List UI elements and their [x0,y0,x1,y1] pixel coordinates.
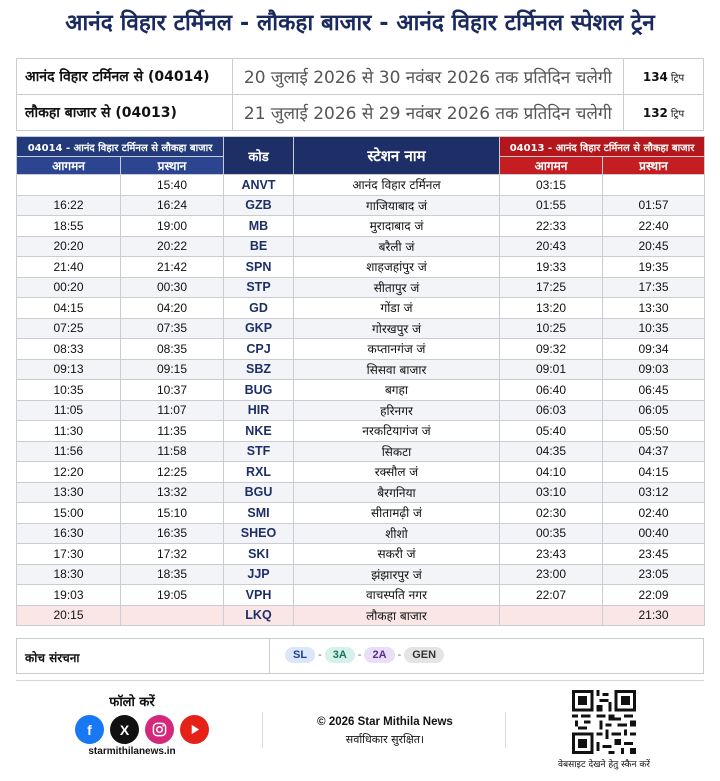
code-header: कोड [224,137,294,175]
left-departure-cell: 19:05 [121,585,224,606]
left-arrival-cell: 20:20 [17,236,121,257]
trip-count: 134 [642,69,668,84]
station-code-cell: BE [224,236,294,257]
right-departure-cell: 17:35 [603,277,705,298]
station-code-cell: HIR [224,400,294,421]
table-row [17,339,705,360]
separator-dash: - [357,649,362,661]
right-arrival-cell: 06:40 [500,380,603,401]
right-departure-cell: 10:35 [603,318,705,339]
station-code-cell: SKI [224,544,294,565]
station-name-cell: आनंद विहार टर्मिनल [294,175,500,196]
right-departure-cell: 05:50 [603,421,705,442]
station-code-cell: LKQ [224,605,294,626]
coach-chip-2a: 2A [364,647,394,663]
right-departure-cell: 02:40 [603,503,705,524]
left-departure-cell: 12:25 [121,462,224,483]
youtube-icon[interactable] [180,715,209,744]
table-row [17,359,705,380]
trip-unit: ट्रिप [670,108,685,120]
schedule-trips [624,95,704,131]
separator-dash: - [318,649,322,661]
station-name-cell: सिसवा बाजार [294,359,500,380]
left-arrival-cell: 09:13 [17,359,121,380]
rights-reserved: सर्वाधिकार सुरक्षित। [345,733,425,746]
station-name-cell: कप्तानगंज जं [294,339,500,360]
divider [262,712,263,748]
schedule-summary [16,58,704,131]
facebook-icon[interactable]: f [75,715,104,744]
right-departure-cell: 13:30 [603,298,705,319]
station-name-cell: बरैली जं [294,236,500,257]
left-departure-cell: 16:24 [121,195,224,216]
left-arrival-cell: 10:35 [17,380,121,401]
table-row [17,380,705,401]
station-code-cell: VPH [224,585,294,606]
left-arrival-header: आगमन [17,157,121,175]
station-code-cell: BGU [224,482,294,503]
station-name-cell: सकरी जं [294,544,500,565]
station-name-cell: सीतापुर जं [294,277,500,298]
right-arrival-cell: 13:20 [500,298,603,319]
station-name-cell: सिकटा [294,441,500,462]
right-arrival-cell: 05:40 [500,421,603,442]
right-departure-cell: 03:12 [603,482,705,503]
station-name-cell: नरकटियागंज जं [294,421,500,442]
station-name-cell: शाहजहांपुर जं [294,257,500,278]
station-name-cell: गोंडा जं [294,298,500,319]
left-arrival-cell: 16:30 [17,523,121,544]
left-departure-cell: 17:32 [121,544,224,565]
right-arrival-cell: 19:33 [500,257,603,278]
left-arrival-cell: 19:03 [17,585,121,606]
table-row [17,482,705,503]
right-departure-cell: 23:05 [603,564,705,585]
right-arrival-header: आगमन [500,157,603,175]
station-name-cell: वाचस्पति नगर [294,585,500,606]
left-arrival-cell: 00:20 [17,277,121,298]
station-code-cell: SPN [224,257,294,278]
coach-composition [16,638,704,674]
left-arrival-cell: 18:55 [17,216,121,237]
table-row [17,503,705,524]
divider [269,639,270,673]
table-row [17,195,705,216]
left-arrival-cell: 07:25 [17,318,121,339]
left-arrival-cell: 08:33 [17,339,121,360]
table-row [17,318,705,339]
coach-chip-3a: 3A [325,647,355,663]
table-row [17,277,705,298]
station-name-cell: गोरखपुर जं [294,318,500,339]
table-row [17,462,705,483]
table-row [17,544,705,565]
right-arrival-cell: 01:55 [500,195,603,216]
right-arrival-cell: 03:10 [500,482,603,503]
schedule-trips [624,59,704,95]
left-arrival-cell: 11:05 [17,400,121,421]
right-departure-cell: 04:37 [603,441,705,462]
left-departure-header: प्रस्थान [121,157,224,175]
right-departure-cell: 19:35 [603,257,705,278]
table-row [17,236,705,257]
station-code-cell: BUG [224,380,294,401]
station-code-cell: SMI [224,503,294,524]
table-row [17,175,705,196]
right-arrival-cell: 00:35 [500,523,603,544]
station-code-cell: STP [224,277,294,298]
station-code-cell: JJP [224,564,294,585]
schedule-from: आनंद विहार टर्मिनल से (04014) [17,59,233,95]
left-arrival-cell: 04:15 [17,298,121,319]
station-code-cell: MB [224,216,294,237]
station-code-cell: SBZ [224,359,294,380]
left-departure-cell: 20:22 [121,236,224,257]
station-code-cell: SHEO [224,523,294,544]
schedule-from: लौकहा बाजार से (04013) [17,95,233,131]
right-arrival-cell: 02:30 [500,503,603,524]
table-row [17,564,705,585]
station-name-cell: झंझारपुर जं [294,564,500,585]
schedule-days: 20 जुलाई 2026 से 30 नवंबर 2026 तक प्रतिदिन चलेगी [232,59,623,95]
station-code-cell: NKE [224,421,294,442]
right-arrival-cell: 23:43 [500,544,603,565]
left-departure-cell: 10:37 [121,380,224,401]
right-departure-cell: 06:45 [603,380,705,401]
table-row [17,298,705,319]
copyright: © 2026 Star Mithila News [317,716,453,728]
left-departure-cell: 16:35 [121,523,224,544]
schedule-days: 21 जुलाई 2026 से 29 नवंबर 2026 तक प्रतिदिन चलेगी [232,95,623,131]
right-departure-cell: 09:03 [603,359,705,380]
station-code-cell: RXL [224,462,294,483]
left-train-header: 04014 - आनंद विहार टर्मिनल से लौकहा बाजार [17,137,224,157]
instagram-icon[interactable] [145,715,174,744]
separator-dash: - [397,649,402,661]
left-departure-cell: 15:10 [121,503,224,524]
left-departure-cell: 15:40 [121,175,224,196]
right-arrival-cell: 22:33 [500,216,603,237]
table-row [17,523,705,544]
right-departure-cell: 04:15 [603,462,705,483]
station-name-cell: सीतामढ़ी जं [294,503,500,524]
station-header: स्टेशन नाम [294,137,500,175]
right-departure-cell [603,175,705,196]
right-arrival-cell: 23:00 [500,564,603,585]
right-arrival-cell: 10:25 [500,318,603,339]
right-arrival-cell: 03:15 [500,175,603,196]
station-code-cell: CPJ [224,339,294,360]
left-arrival-cell: 16:22 [17,195,121,216]
x-icon[interactable]: X [110,715,139,744]
left-departure-cell: 09:15 [121,359,224,380]
qr-code[interactable] [572,690,636,754]
right-departure-cell: 22:09 [603,585,705,606]
right-departure-cell: 01:57 [603,195,705,216]
schedule-row [17,95,704,131]
left-departure-cell: 11:07 [121,400,224,421]
left-arrival-cell: 12:20 [17,462,121,483]
left-departure-cell: 00:30 [121,277,224,298]
table-row [17,605,705,626]
coach-chip-sl: SL [285,647,315,663]
left-arrival-cell: 11:56 [17,441,121,462]
coach-classes [285,647,444,663]
right-departure-cell: 20:45 [603,236,705,257]
left-arrival-cell [17,175,121,196]
social-links [75,715,209,744]
table-row [17,216,705,237]
right-departure-cell: 00:40 [603,523,705,544]
left-departure-cell: 11:58 [121,441,224,462]
left-arrival-cell: 20:15 [17,605,121,626]
right-arrival-cell: 06:03 [500,400,603,421]
left-departure-cell: 18:35 [121,564,224,585]
station-name-cell: हरिनगर [294,400,500,421]
station-name-cell: मुरादाबाद जं [294,216,500,237]
right-departure-cell: 06:05 [603,400,705,421]
right-arrival-cell: 17:25 [500,277,603,298]
station-name-cell: लौकहा बाजार [294,605,500,626]
right-arrival-cell: 20:43 [500,236,603,257]
page-title: आनंद विहार टर्मिनल - लौकहा बाजार - आनंद विहार टर्मिनल स्पेशल ट्रेन [65,10,655,36]
right-departure-cell: 22:40 [603,216,705,237]
right-departure-header: प्रस्थान [603,157,705,175]
table-row [17,585,705,606]
station-name-cell: बैरगनिया [294,482,500,503]
coach-label: कोच संरचना [25,651,80,665]
left-departure-cell: 04:20 [121,298,224,319]
table-row [17,421,705,442]
right-arrival-cell: 04:35 [500,441,603,462]
station-code-cell: GD [224,298,294,319]
right-arrival-cell: 22:07 [500,585,603,606]
right-departure-cell: 09:34 [603,339,705,360]
left-arrival-cell: 13:30 [17,482,121,503]
station-name-cell: रक्सौल जं [294,462,500,483]
left-departure-cell [121,605,224,626]
right-arrival-cell: 09:01 [500,359,603,380]
left-departure-cell: 07:35 [121,318,224,339]
station-code-cell: ANVT [224,175,294,196]
table-row [17,257,705,278]
left-arrival-cell: 18:30 [17,564,121,585]
right-arrival-cell: 04:10 [500,462,603,483]
station-name-cell: बगहा [294,380,500,401]
station-code-cell: GKP [224,318,294,339]
table-row [17,400,705,421]
left-departure-cell: 08:35 [121,339,224,360]
footer-divider [16,680,704,681]
coach-chip-gen: GEN [404,647,444,663]
left-departure-cell: 11:35 [121,421,224,442]
station-code-cell: GZB [224,195,294,216]
left-departure-cell: 13:32 [121,482,224,503]
left-arrival-cell: 21:40 [17,257,121,278]
timetable [16,136,705,626]
left-arrival-cell: 15:00 [17,503,121,524]
website-link[interactable]: starmithilanews.in [88,746,176,757]
left-departure-cell: 21:42 [121,257,224,278]
right-train-header: 04013 - आनंद विहार टर्मिनल से लौकहा बाजार [500,137,705,157]
right-arrival-cell [500,605,603,626]
station-code-cell: STF [224,441,294,462]
station-name-cell: शीशो [294,523,500,544]
left-arrival-cell: 17:30 [17,544,121,565]
right-arrival-cell: 09:32 [500,339,603,360]
left-arrival-cell: 11:30 [17,421,121,442]
table-row [17,441,705,462]
right-departure-cell: 21:30 [603,605,705,626]
follow-label: फॉलो करें [109,695,155,710]
trip-unit: ट्रिप [670,72,685,84]
right-departure-cell: 23:45 [603,544,705,565]
left-departure-cell: 19:00 [121,216,224,237]
trip-count: 132 [642,105,668,120]
qr-caption: वेबसाइट देखने हेतु स्कैन करें [557,760,650,770]
station-name-cell: गाजियाबाद जं [294,195,500,216]
schedule-row [17,59,704,95]
divider [505,712,506,748]
